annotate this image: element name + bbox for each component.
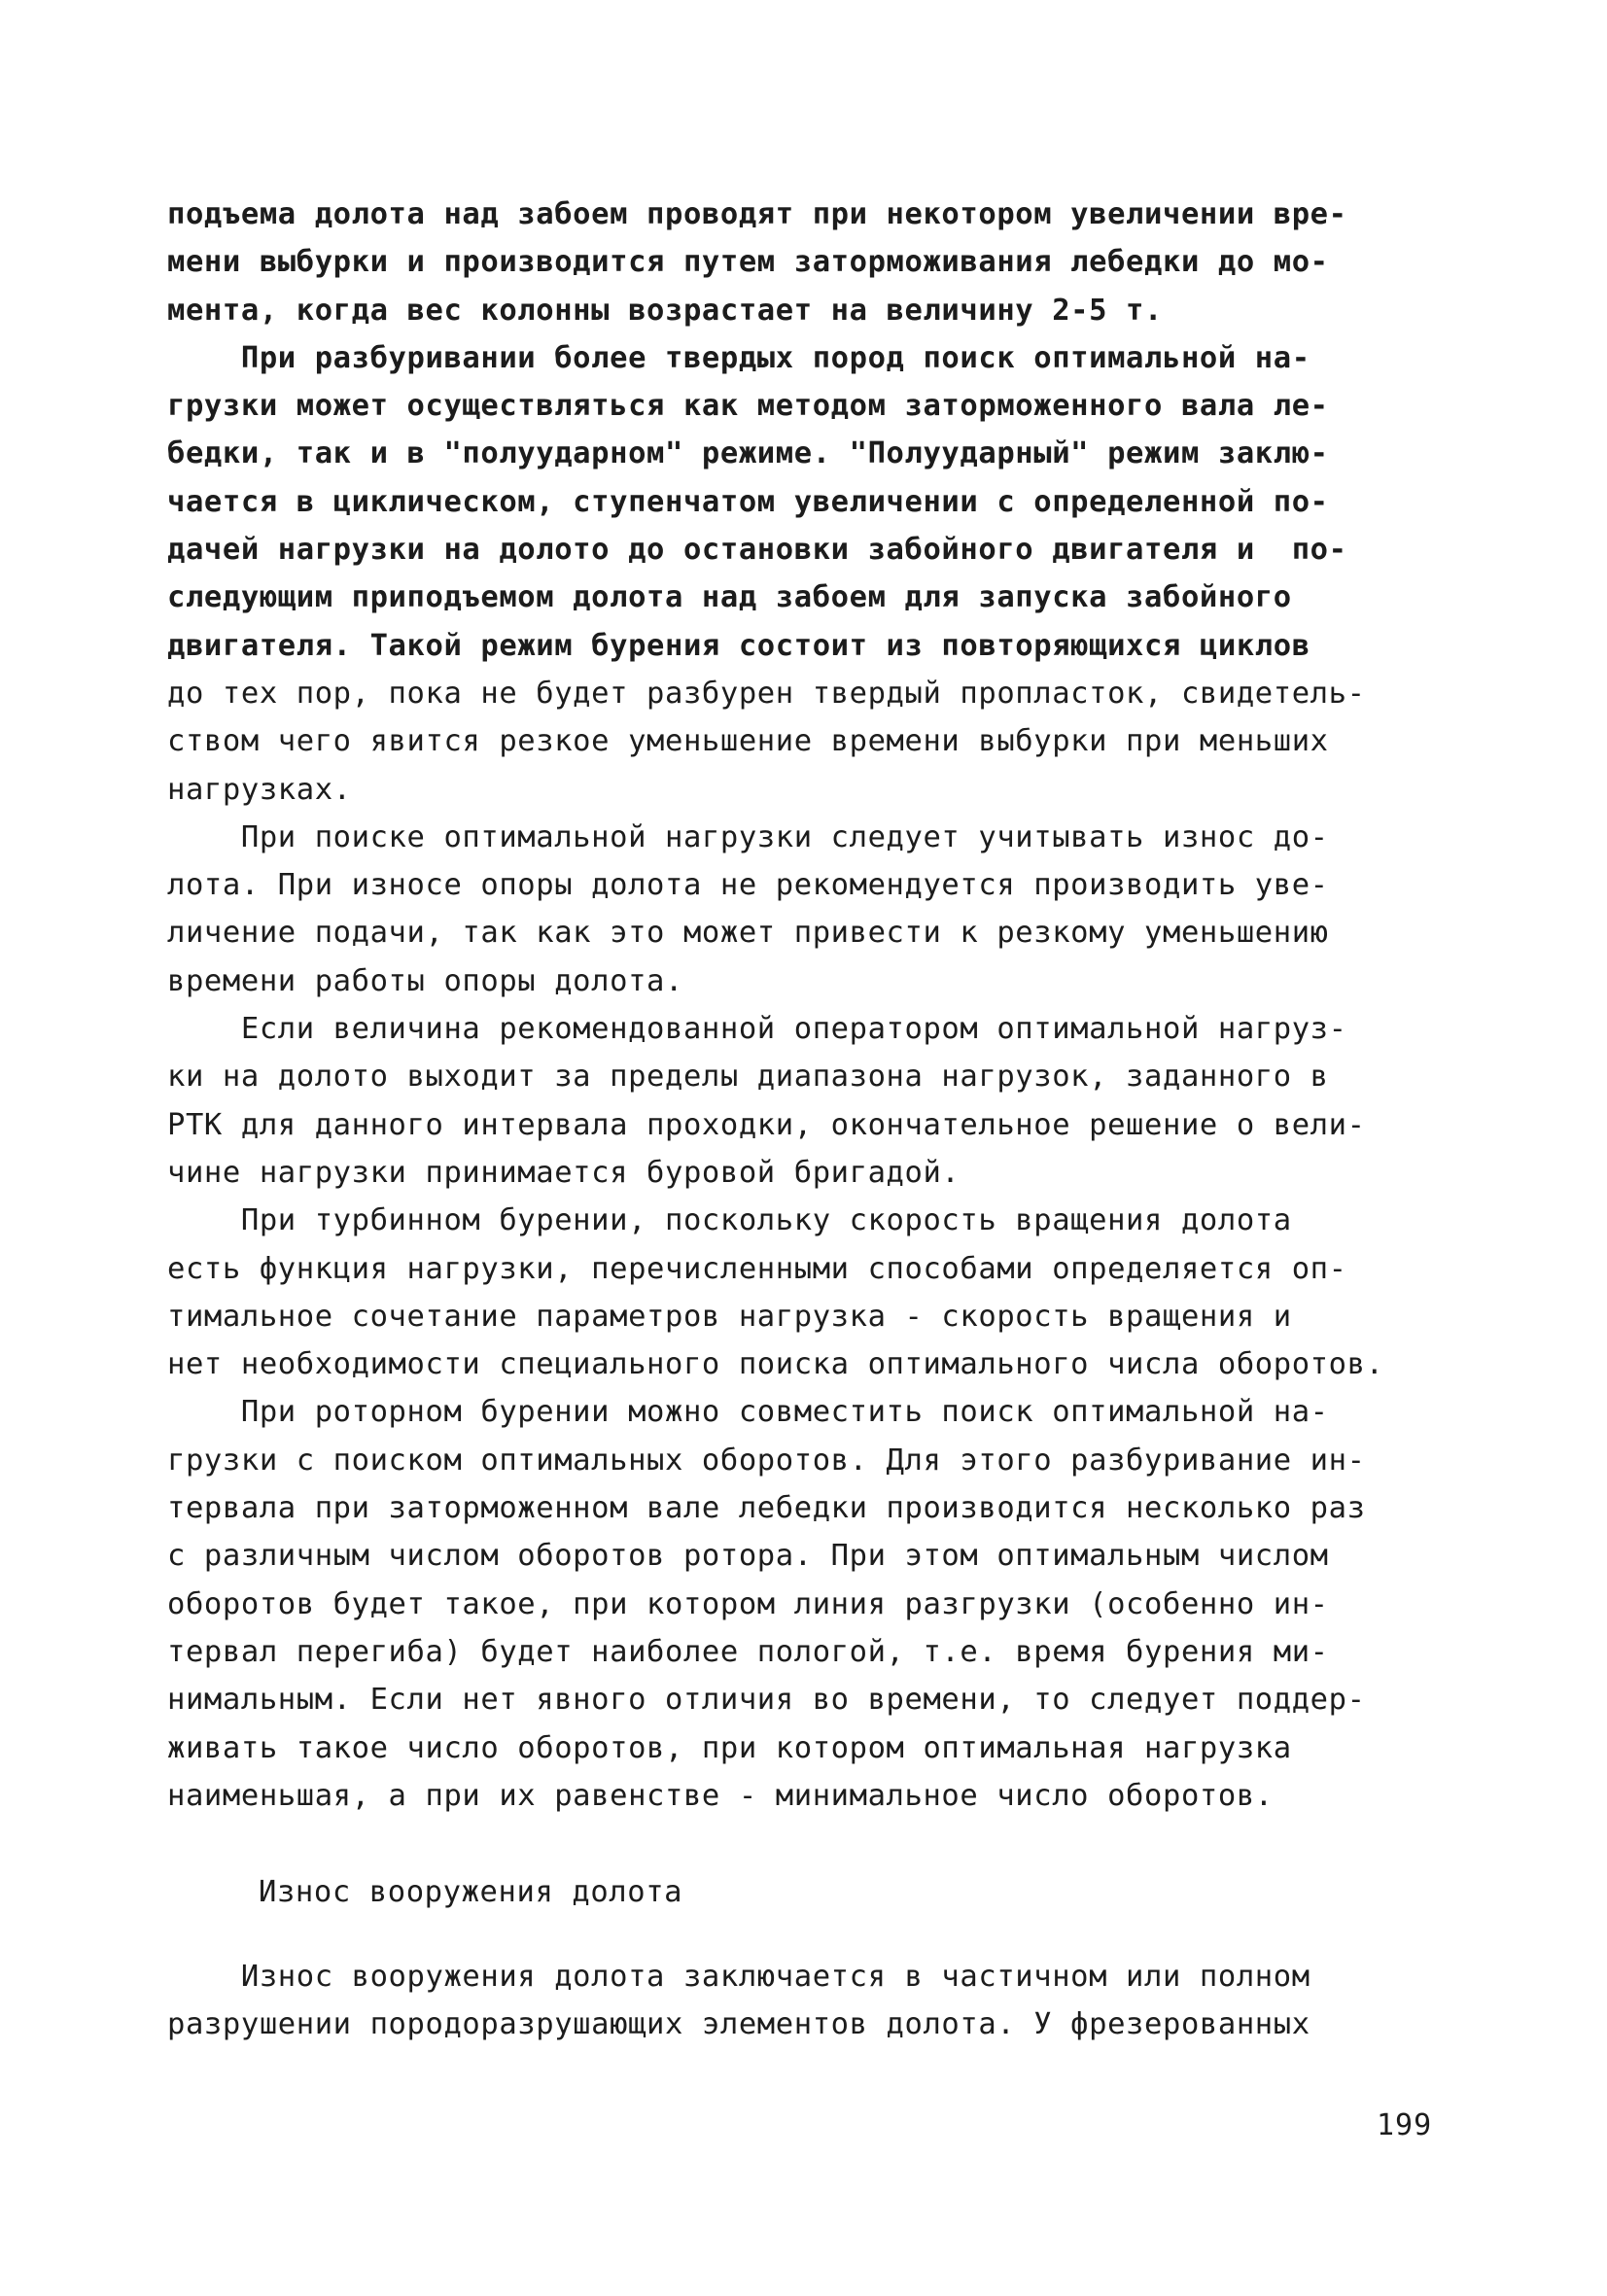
section-heading: Износ вооружения долота	[259, 1875, 683, 1909]
text-line: РТК для данного интервала проходки, окончательное решение о вели-	[167, 1107, 1366, 1142]
text-line: тимальное сочетание параметров нагрузка - скорость вращения и	[167, 1299, 1292, 1334]
text-line: грузки может осуществляться как методом заторможенного вала ле-	[167, 389, 1329, 424]
body-text	[167, 191, 1450, 1820]
text-line: мента, когда вес колонны возрастает на величину 2-5 т.	[167, 293, 1163, 328]
text-line: следующим приподъемом долота над забоем для запуска забойного	[167, 580, 1292, 615]
text-line: двигателя. Такой режим бурения состоит из повторяющихся циклов	[167, 628, 1310, 663]
text-line: наименьшая, а при их равенстве - минимальное число оборотов.	[167, 1778, 1274, 1813]
text-line: подъема долота над забоем проводят при некотором увеличении вре-	[167, 197, 1347, 231]
text-line: нет необходимости специального поиска оптимального числа оборотов.	[167, 1347, 1384, 1382]
text-line: с различным числом оборотов ротора. При этом оптимальным числом	[167, 1539, 1329, 1574]
text-line: бедки, так и в "полуударном" режиме. "Полуударный" режим заклю-	[167, 436, 1329, 471]
text-line: разрушении породоразрушающих элементов долота. У фрезерованных	[167, 2007, 1310, 2042]
text-line: личение подачи, так как это может привести к резкому уменьшению	[167, 916, 1329, 951]
text-line: тервала при заторможенном вале лебедки производится несколько раз	[167, 1491, 1366, 1526]
text-line: Износ вооружения долота заключается в частичном или полном	[167, 1960, 1310, 1994]
text-line: чине нагрузки принимается буровой бригадой.	[167, 1155, 961, 1190]
text-line: При поиске оптимальной нагрузки следует учитывать износ до-	[167, 819, 1329, 854]
text-line: дачей нагрузки на долото до остановки забойного двигателя и по-	[167, 533, 1347, 568]
text-line: мени выбурки и производится путем заторможивания лебедки до мо-	[167, 245, 1329, 280]
text-line: нимальным. Если нет явного отличия во времени, то следует поддер-	[167, 1683, 1366, 1718]
text-line: нагрузках.	[167, 772, 352, 807]
page-number: 199	[1377, 2108, 1433, 2142]
text-line: чается в циклическом, ступенчатом увеличении с определенной по-	[167, 484, 1329, 519]
text-line: оборотов будет такое, при котором линия разгрузки (особенно ин-	[167, 1586, 1329, 1621]
text-line: Если величина рекомендованной оператором оптимальной нагруз-	[167, 1012, 1347, 1047]
text-line: При турбинном бурении, поскольку скорость вращения долота	[167, 1203, 1292, 1238]
text-line: живать такое число оборотов, при котором оптимальная нагрузка	[167, 1730, 1292, 1765]
text-line: ством чего явится резкое уменьшение времени выбурки при меньших	[167, 724, 1329, 759]
text-line: лота. При износе опоры долота не рекомендуется производить уве-	[167, 868, 1329, 903]
text-line: времени работы опоры долота.	[167, 963, 683, 998]
text-line: тервал перегиба) будет наиболее пологой, т.е. время бурения ми-	[167, 1634, 1329, 1669]
text-line: грузки с поиском оптимальных оборотов. Для этого разбуривание ин-	[167, 1443, 1366, 1478]
text-line: до тех пор, пока не будет разбурен твердый пропласток, свидетель-	[167, 676, 1366, 711]
text-line: ки на долото выходит за пределы диапазона нагрузок, заданного в	[167, 1060, 1329, 1095]
text-line: При разбуривании более твердых пород поиск оптимальной на-	[167, 340, 1310, 375]
text-line: есть функция нагрузки, перечисленными способами определяется оп-	[167, 1251, 1347, 1286]
text-line: При роторном бурении можно совместить поиск оптимальной на-	[167, 1395, 1329, 1430]
section-body-text	[167, 1953, 1450, 2049]
